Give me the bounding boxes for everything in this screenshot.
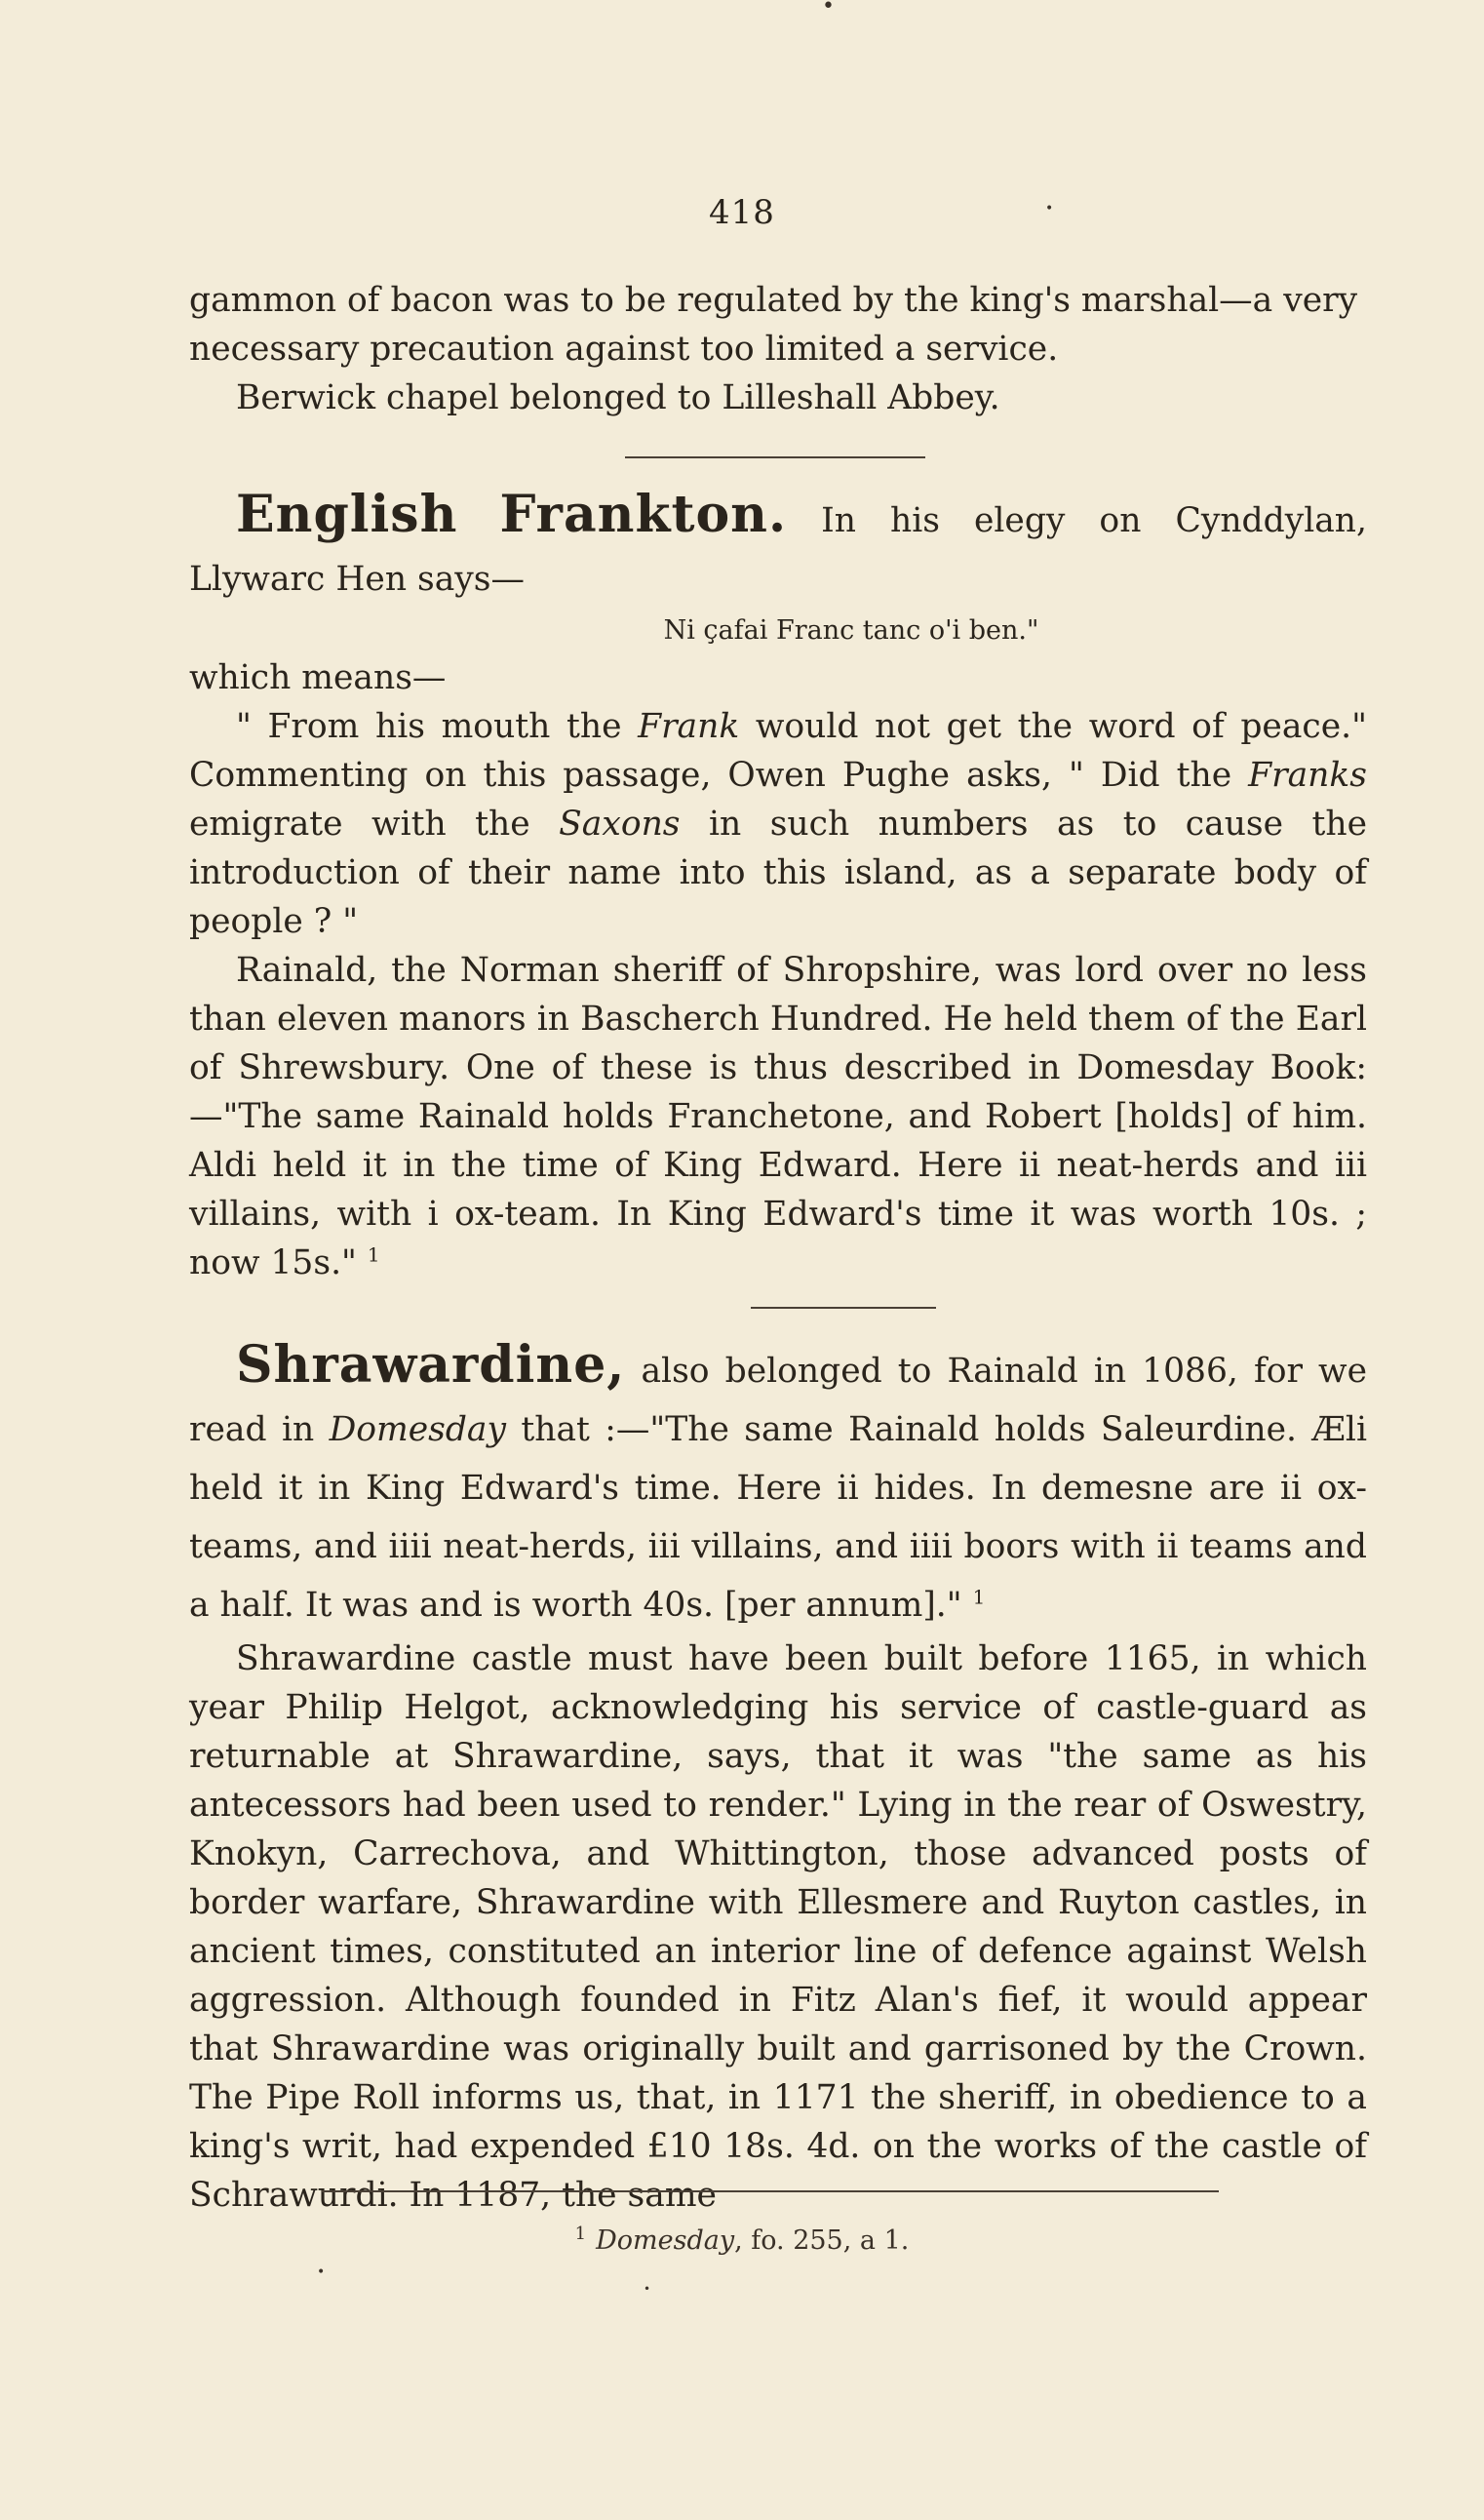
section-heading: Shrawardine,: [236, 1335, 626, 1395]
text-run: that :—"The same Rainald holds Saleurdine. Æli held it in King Edward's time. Here ii hides. In demesne are ii ox-teams, and iiii neat-herds, iii villains, and iiii boors with ii teams and a half. It was and is worth 40s. [per annum].": [189, 1410, 1367, 1625]
footnote-text: , fo. 255, a 1.: [734, 2225, 910, 2256]
footnote-source: Domesday: [596, 2225, 735, 2256]
text-run: Rainald, the Norman sheriff of Shropshire, was lord over no less than eleven manors in Bascherch Hundred. He held them of the Earl of Shrewsbury. One of these is thus described in Domesday Book:—"The same Rainald holds Franchetone, and Robert [holds] of him. Aldi held it in the time of King Edward. Here ii neat-herds and iii villains, with i ox-team. In King Edward's time it was worth 10s. ; now 15s.": [189, 951, 1367, 1282]
ink-speck: •: [1045, 201, 1054, 217]
text-run: emigrate with the: [189, 805, 560, 844]
text-line: necessary precaution against too limited a service.: [189, 330, 1059, 369]
text-run: in such numbers as to cause the introduction of their name into this island, as a separate body of people ? ": [189, 805, 1368, 941]
italic-run: Domesday: [329, 1410, 506, 1449]
paragraph: [189, 485, 1367, 609]
italic-run: Saxons: [559, 805, 681, 844]
section-heading: English Frankton.: [236, 485, 788, 544]
verse-quotation: Ni çafai Franc tanc o'i ben.": [663, 615, 1039, 646]
section-divider: [751, 1307, 936, 1309]
paragraph: [189, 946, 1367, 1287]
ink-speck: •: [317, 2264, 326, 2280]
section-english-frankton: [189, 485, 1368, 1287]
paragraph: [189, 1335, 1367, 1634]
ink-speck: •: [822, 0, 835, 19]
text-run: " From his mouth the: [236, 707, 639, 746]
footnote-number: 1: [574, 2224, 587, 2244]
section-shrawardine: [189, 1335, 1367, 2220]
intro-text: In his elegy on Cynddylan, Llywarc Hen says—: [189, 501, 1367, 599]
text-run: also belonged to Rainald in 1086, for we read in: [189, 1352, 1367, 1449]
text-line: gammon of bacon was to be regulated by the king's marshal—a very: [189, 281, 1358, 320]
paragraph: [189, 702, 1367, 946]
ink-speck: •: [644, 2282, 651, 2296]
footnote-divider: [322, 2190, 1219, 2192]
text-run: would not get the word of peace." Commenting on this passage, Owen Pughe asks, " Did the: [189, 707, 1367, 795]
text-line: Berwick chapel belonged to Lilleshall Abbey.: [236, 378, 1000, 417]
footnote-marker: 1: [367, 1242, 380, 1267]
section-berwick: [189, 276, 1367, 422]
italic-run: Franks: [1248, 756, 1367, 795]
paragraph: Shrawardine castle must have been built before 1165, in which year Philip Helgot, acknowledging his service of castle-guard as returnable at Shrawardine, says, that it was "the same as his antecessors had been used to render." Lying in the rear of Oswestry, Knokyn, Carrechova, and Whittington, those advanced posts of border warfare, Shrawardine with Ellesmere and Ruyton castles, in ancient times, constituted an interior line of defence against Welsh aggression. Although founded in Fitz Alan's fief, it would appear that Shrawardine was originally built and garrisoned by the Crown. The Pipe Roll informs us, that, in 1171 the sheriff, in obedience to a king's writ, had expended £10 18s. 4d. on the works of the castle of Schrawurdi. In 1187, the same: [189, 1639, 1367, 2215]
footnote: [0, 2224, 1484, 2256]
section-divider: [625, 456, 925, 458]
footnote-marker: 1: [972, 1585, 986, 1609]
page-number: 418: [709, 193, 775, 232]
italic-run: Frank: [638, 707, 740, 746]
text-line: which means—: [189, 658, 447, 697]
